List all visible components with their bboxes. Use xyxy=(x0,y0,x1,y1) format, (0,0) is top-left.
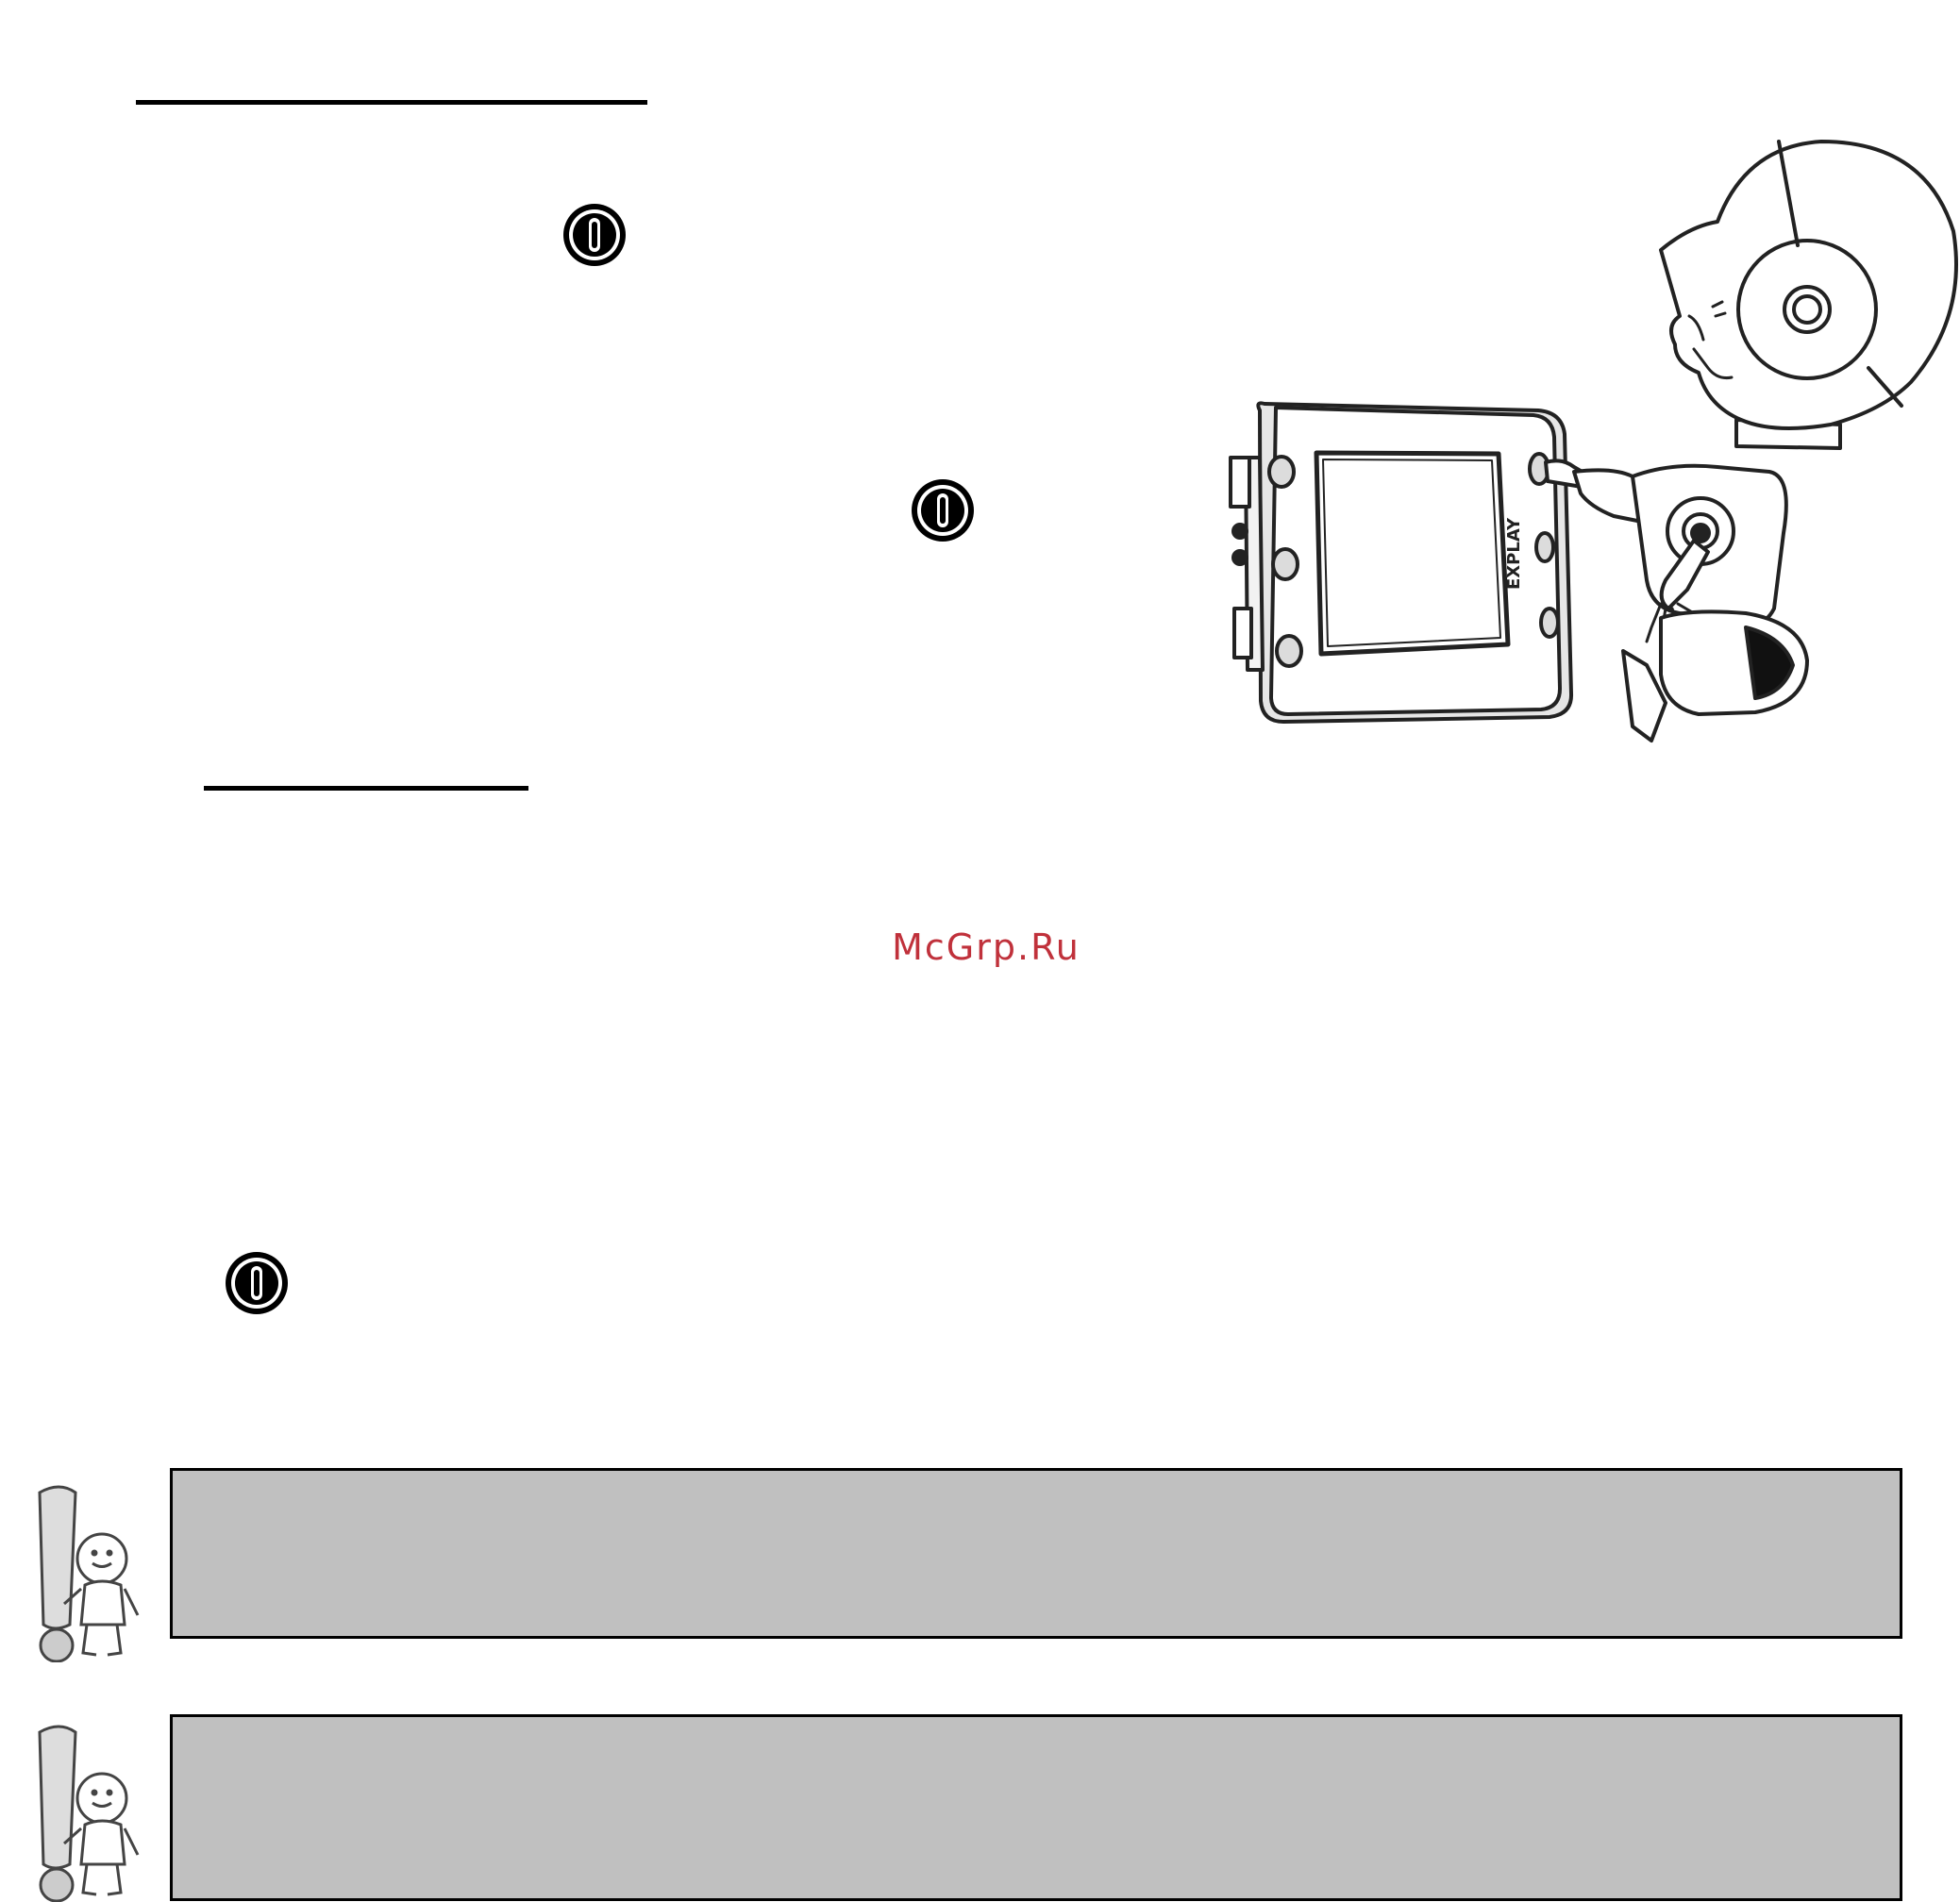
section-heading-rule-1 xyxy=(136,100,647,105)
power-button-icon xyxy=(224,1250,290,1316)
exclamation-mascot-icon xyxy=(26,1483,144,1662)
robot-with-device-illustration xyxy=(1217,137,1960,750)
section-heading-rule-2 xyxy=(204,786,528,791)
power-button-icon xyxy=(910,477,976,543)
watermark: McGrp.Ru xyxy=(892,926,1081,968)
note-box xyxy=(170,1468,1902,1639)
note-box xyxy=(170,1714,1902,1901)
exclamation-mascot-icon xyxy=(26,1723,144,1902)
device-brand-label: EXPLAY xyxy=(1504,517,1524,590)
power-button-icon xyxy=(561,202,628,268)
